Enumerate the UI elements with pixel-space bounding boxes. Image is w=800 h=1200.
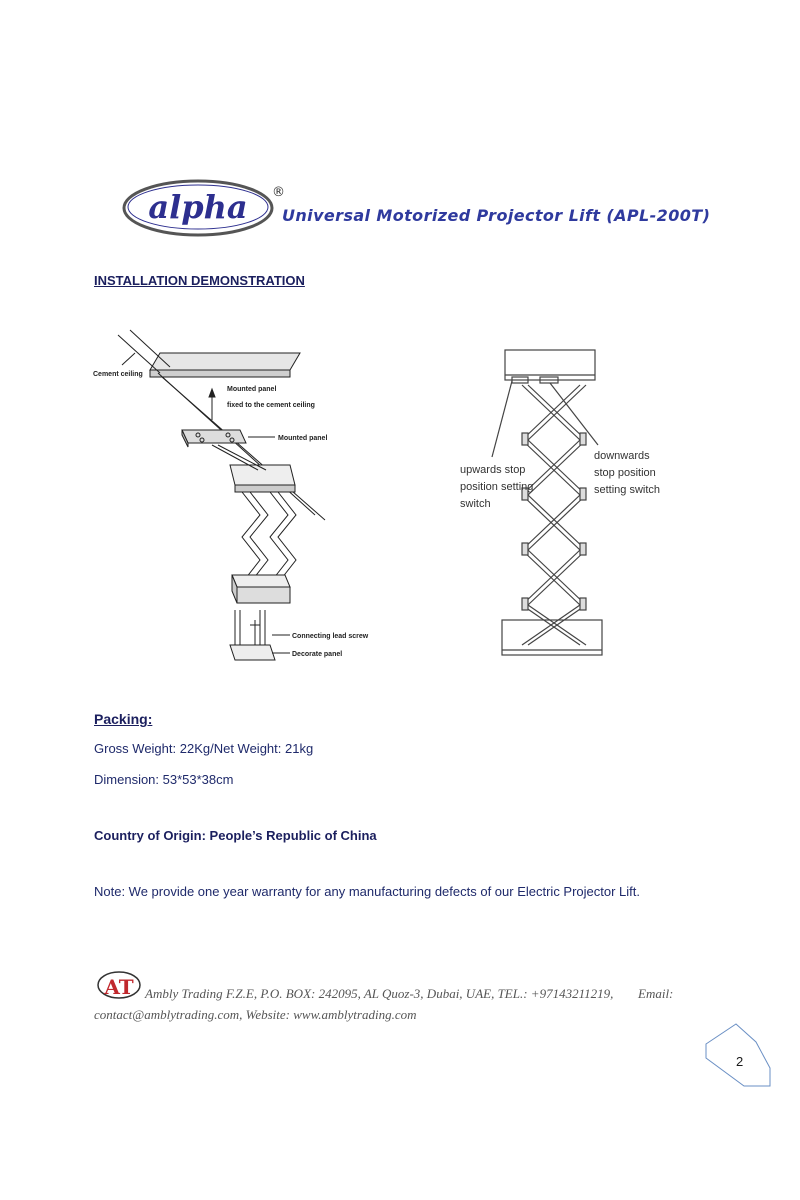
label-upwards-3: switch xyxy=(460,498,491,510)
registered-mark: ® xyxy=(272,185,285,200)
document-title: Universal Motorized Projector Lift (APL-200T) xyxy=(282,206,711,225)
label-mounted-panel-fixed-1: Mounted panel xyxy=(227,386,277,393)
gross-weight: Gross Weight: 22Kg/Net Weight: 21kg xyxy=(94,741,314,756)
scissor-lift-diagram xyxy=(450,345,670,665)
footer-contact: contact@amblytrading.com, Website: www.amblytrading.com xyxy=(94,1007,417,1022)
label-upwards-2: position setting xyxy=(460,481,534,493)
packing-heading: Packing: xyxy=(94,711,153,727)
footer-address: Ambly Trading F.Z.E, P.O. BOX: 242095, AL Quoz-3, Dubai, UAE, TEL.: +97143211219, xyxy=(145,986,614,1001)
footer-email-label: Email: xyxy=(638,986,674,1001)
installation-diagram xyxy=(90,325,420,685)
warranty-note: Note: We provide one year warranty for any manufacturing defects of our Electric Projector Lift. xyxy=(94,884,641,899)
label-downwards-3: setting switch xyxy=(594,484,661,496)
label-connecting-lead-screw: Connecting lead screw xyxy=(292,633,369,640)
label-downwards-2: stop position xyxy=(594,467,656,479)
dimension: Dimension: 53*53*38cm xyxy=(94,772,234,787)
label-upwards-1: upwards stop xyxy=(460,464,526,476)
label-downwards-1: downwards xyxy=(594,450,650,462)
ambly-logo-letters: AT xyxy=(104,975,134,999)
label-mounted-panel: Mounted panel xyxy=(278,435,328,442)
country-of-origin: Country of Origin: People’s Republic of China xyxy=(94,828,377,843)
ambly-trading-logo xyxy=(96,968,144,1002)
page-number: 2 xyxy=(736,1054,744,1069)
alpha-logo xyxy=(120,176,292,238)
label-mounted-panel-fixed-2: fixed to the cement ceiling xyxy=(227,402,315,409)
label-decorate-panel: Decorate panel xyxy=(292,651,343,658)
installation-heading: INSTALLATION DEMONSTRATION xyxy=(94,273,305,288)
alpha-logo-text: alpha xyxy=(148,188,248,226)
label-cement-ceiling: Cement ceiling xyxy=(93,371,143,378)
